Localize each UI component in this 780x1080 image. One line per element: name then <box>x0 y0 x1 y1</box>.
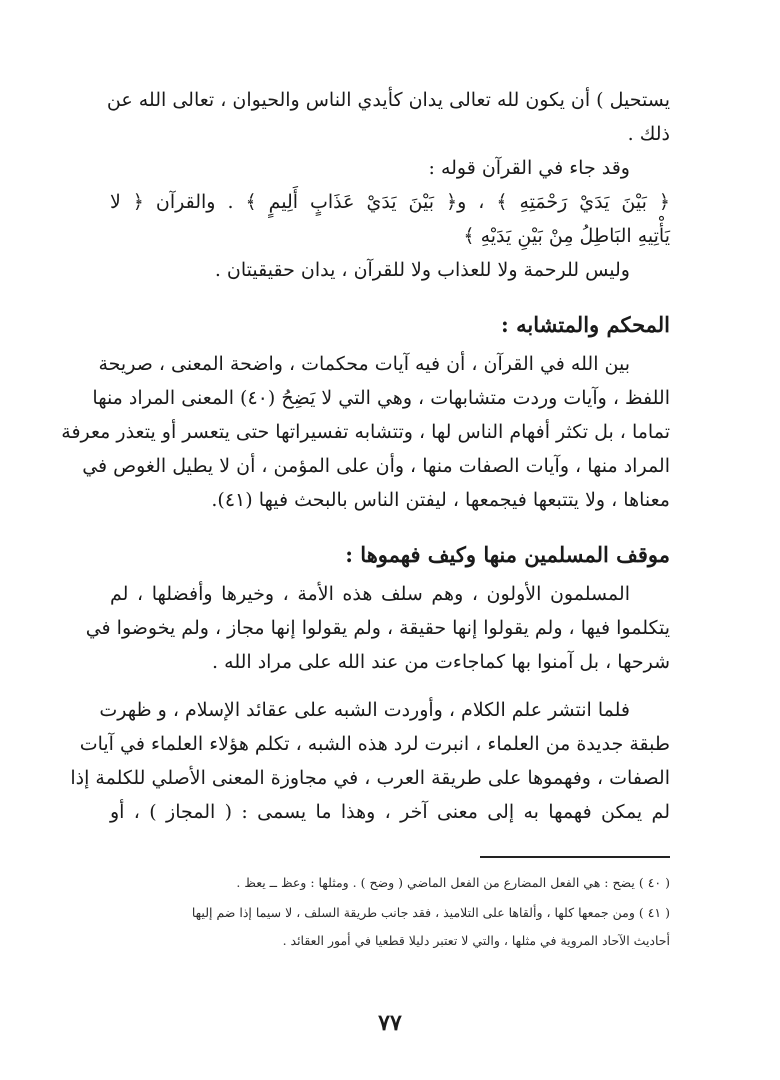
body-line: اللفظ ، وآيات وردت متشابهات ، وهي التي لا يَضِحُ (٤٠) المعنى المراد منها <box>92 387 670 409</box>
body-line: وقد جاء في القرآن قوله : <box>428 157 630 179</box>
body-line: طبقة جديدة من العلماء ، انبرت لرد هذه الشبه ، تكلم هؤلاء العلماء في آيات <box>79 733 670 755</box>
body-line: تماما ، بل تكثر أفهام الناس لها ، وتتشابه تفسيراتها حتى يتعسر أو يتعذر معرفة <box>61 421 670 443</box>
quran-verse-line: ﴿ بَيْنَ يَدَيْ رَحْمَتِهِ ﴾ ، و﴿ بَيْنَ يَدَيْ عَذَابٍ أَلِيمٍ ﴾ . والقرآن ﴿ لا <box>110 191 670 213</box>
body-line: يتكلموا فيها ، ولم يقولوا إنها حقيقة ، ولم يقولوا إنها مجاز ، ولم يخوضوا في <box>85 617 670 639</box>
footnote-line: أحاديث الآحاد المروية في مثلها ، والتي لا تعتبر دليلا قطعيا في أمور العقائد . <box>282 933 670 948</box>
body-line: ذلك . <box>627 123 670 145</box>
body-line: لم يمكن فهمها به إلى معنى آخر ، وهذا ما يسمى : ( المجاز ) ، أو <box>110 801 670 823</box>
body-line: المسلمون الأولون ، وهم سلف هذه الأمة ، وخيرها وأفضلها ، لم <box>110 583 630 605</box>
body-line: معناها ، ولا يتتبعها فيجمعها ، ليفتن الناس بالبحث فيها (٤١). <box>211 489 670 511</box>
body-line: الصفات ، وفهموها على طريقة العرب ، في مجاوزة المعنى الأصلي للكلمة إذا <box>70 767 670 789</box>
page-number: ٧٧ <box>378 1010 402 1036</box>
section-heading-muslims-position: موقف المسلمين منها وكيف فهموها : <box>345 542 670 567</box>
body-line: بين الله في القرآن ، أن فيه آيات محكمات ، واضحة المعنى ، صريحة <box>98 353 630 375</box>
body-line: فلما انتشر علم الكلام ، وأوردت الشبه على عقائد الإسلام ، و ظهرت <box>99 699 630 721</box>
body-line: المراد منها ، وآيات الصفات منها ، وأن على المؤمن ، أن لا يطيل الغوص في <box>82 455 670 477</box>
body-line: وليس للرحمة ولا للعذاب ولا للقرآن ، يدان حقيقيتان . <box>214 259 630 281</box>
quran-verse-line: يَأْتِيهِ البَاطِلُ مِنْ بَيْنِ يَدَيْهِ ﴾ <box>463 225 670 247</box>
body-line: يستحيل ) أن يكون لله تعالى يدان كأيدي الناس والحيوان ، تعالى الله عن <box>106 89 670 111</box>
body-line: شرحها ، بل آمنوا بها كماجاءت من عند الله على مراد الله . <box>212 651 670 673</box>
footnote-line: ( ٤١ ) ومن جمعها كلها ، وألقاها على التلاميذ ، فقد جانب طريقة السلف ، لا سيما إذا ضم إليها <box>191 905 670 920</box>
footnote-divider <box>480 856 670 858</box>
footnote-line: ( ٤٠ ) يضح : هي الفعل المضارع من الفعل الماضي ( وضح ) . ومثلها : وعظ ــ يعظ . <box>236 875 670 890</box>
section-heading-muhkam: المحكم والمتشابه : <box>501 312 670 337</box>
